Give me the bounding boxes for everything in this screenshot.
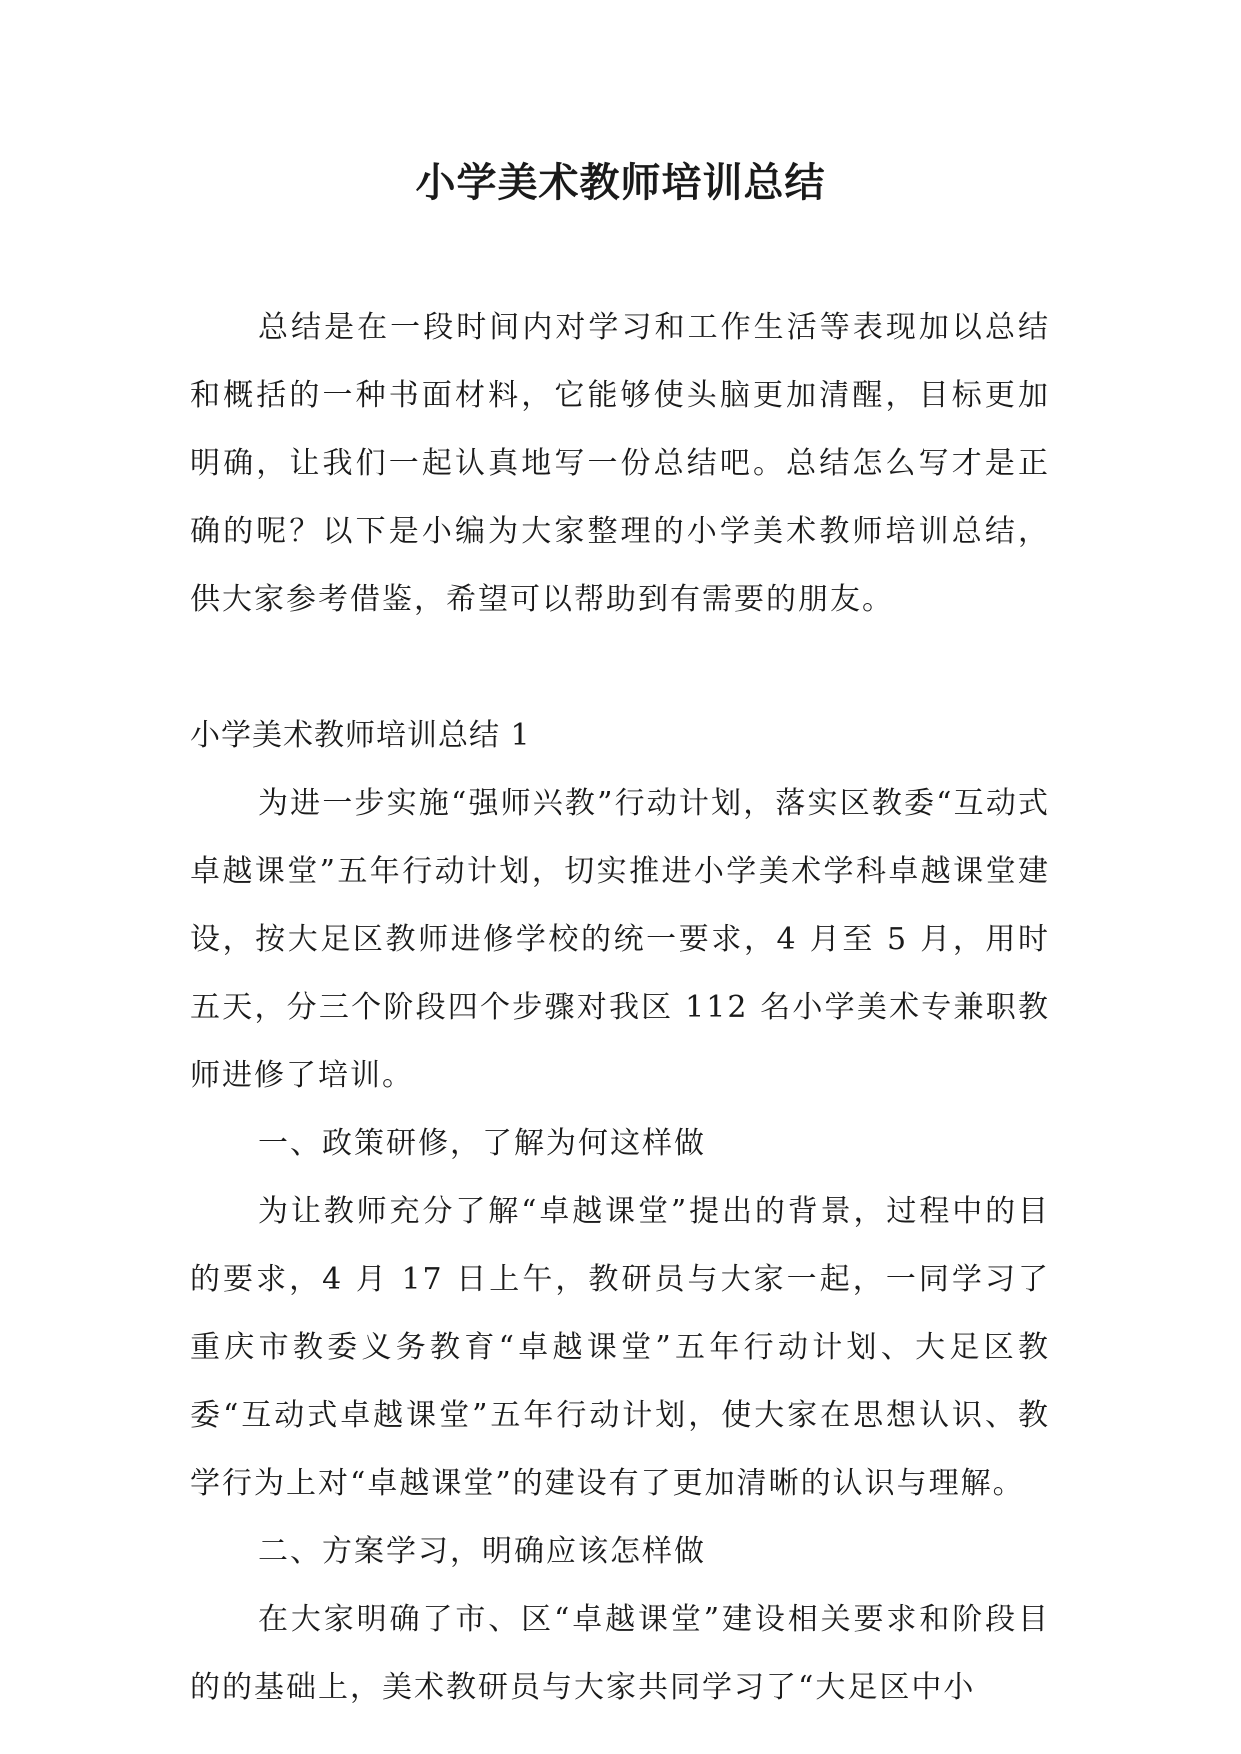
body-paragraph: 在大家明确了市、区“卓越课堂”建设相关要求和阶段目的的基础上，美术教研员与大家共同学习了“大足区中小 [190, 1602, 1050, 1705]
document-title: 小学美术教师培训总结 [415, 159, 826, 206]
intro-paragraph: 总结是在一段时间内对学习和工作生活等表现加以总结和概括的一种书面材料，它能够使头脑更加清醒，目标更加明确，让我们一起认真地写一份总结吧。总结怎么写才是正确的呢？以下是小编为大家整理的小学美术教师培训总结，供大家参考借鉴，希望可以帮助到有需要的朋友。 [190, 310, 1050, 617]
section-heading: 一、政策研修，了解为何这样做 [258, 1126, 706, 1161]
section-heading: 二、方案学习，明确应该怎样做 [258, 1534, 706, 1569]
paragraph-gap [190, 634, 1050, 702]
section-title: 小学美术教师培训总结 1 [190, 718, 531, 753]
document-body [190, 294, 1050, 1722]
body-paragraph: 为进一步实施“强师兴教”行动计划，落实区教委“互动式卓越课堂”五年行动计划，切实推进小学美术学科卓越课堂建设，按大足区教师进修学校的统一要求，4 月至 5 月，用时五天，分三个阶段四个步骤对我区 112 名小学美术专兼职教师进修了培训。 [190, 786, 1050, 1093]
body-paragraph: 为让教师充分了解“卓越课堂”提出的背景，过程中的目的要求，4 月 17 日上午，教研员与大家一起，一同学习了重庆市教委义务教育“卓越课堂”五年行动计划、大足区教委“互动式卓越课堂”五年行动计划，使大家在思想认识、教学行为上对“卓越课堂”的建设有了更加清晰的认识与理解。 [190, 1194, 1050, 1501]
